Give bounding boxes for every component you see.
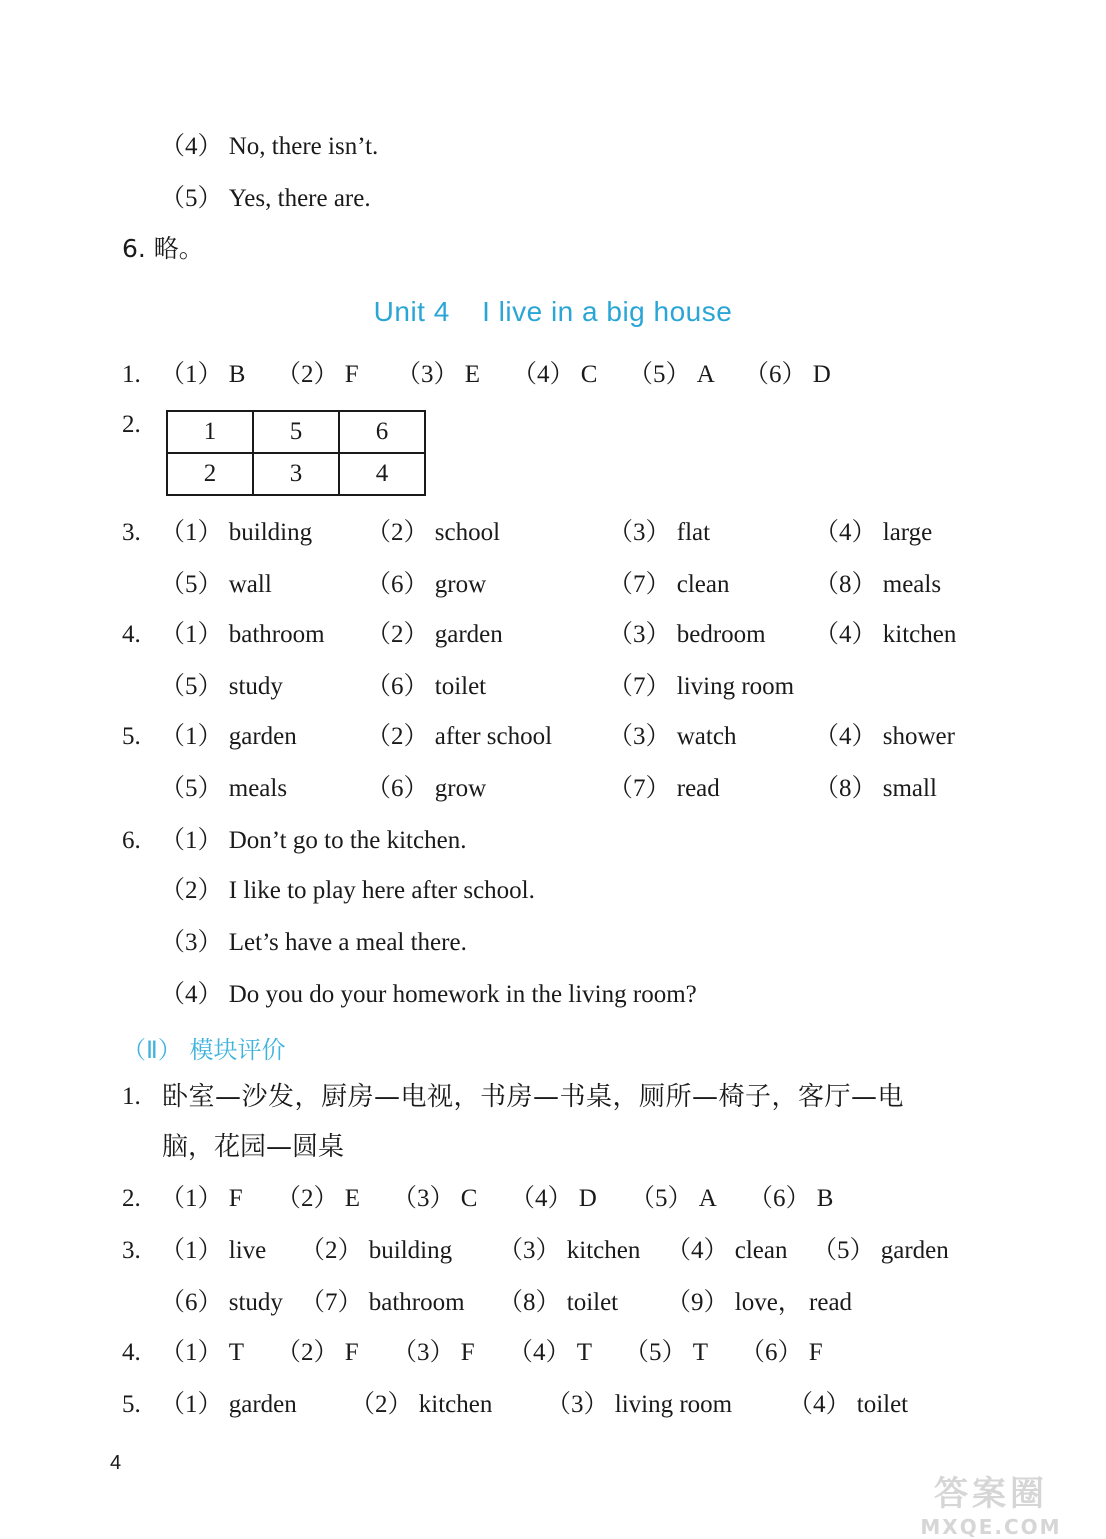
answer-item: （2） building [300,1237,453,1264]
answer-sentence: 卧室—沙发，厨房—电视，书房—书桌，厕所—椅子，客厅—电 [162,1082,905,1112]
answer-item: （4） large [814,519,933,546]
answer-item: （2） F [276,1339,359,1366]
answer-item: （8） small [814,775,937,802]
answer-item: （8） meals [814,571,942,598]
answer-item: （1） F [160,1185,243,1212]
answer-sentence: （1） Don’t go to the kitchen. [160,827,467,854]
table-cell: 4 [339,453,425,495]
answer-item: （7） read [608,775,720,802]
answer-item: （6） F [740,1339,823,1366]
answer-item: （3） kitchen [498,1237,641,1264]
answer-item: （3） living room [546,1391,733,1418]
question-number: 1. [122,361,141,388]
answer-item: （4） D [510,1185,597,1212]
answer-item: （4） C [512,361,598,388]
answer-item: （1） garden [160,1391,297,1418]
watermark-domain: MXQE.COM [920,1515,1062,1539]
answer-item: （6） D [744,361,831,388]
answer-sentence: 脑，花园—圆桌 [162,1132,345,1162]
answer-sentence: （2） I like to play here after school. [160,877,535,904]
answer-table [166,410,426,496]
answer-item: （5） A [628,361,715,388]
answer-item: （3） F [392,1339,475,1366]
answer-item: （7） living room [608,673,795,700]
watermark-text: 答案圈 [934,1474,1048,1514]
answer-item: （1） live [160,1237,267,1264]
table-cell: 5 [253,411,339,453]
watermark-logo [906,1466,1076,1539]
answer-item: （9） love， read [666,1289,853,1316]
answer-item: （5） T [624,1339,709,1366]
answer-item: （4） T [508,1339,593,1366]
answer-item: （2） kitchen [350,1391,493,1418]
answer-item: （5） wall [160,571,272,598]
answer-item: （1） building [160,519,313,546]
question-number: 4. [122,621,141,648]
answer-item: （2） garden [366,621,503,648]
answer-item: （1） B [160,361,246,388]
answer-item: （3） E [396,361,481,388]
table-cell: 3 [253,453,339,495]
answer-item: （3） watch [608,723,737,750]
answer-item: （6） grow [366,571,487,598]
question-number: 2. [122,1185,141,1212]
answer-item: （7） clean [608,571,730,598]
answer-line: （4） No, there isn’t. [160,133,379,160]
answer-line: （5） Yes, there are. [160,185,371,212]
question-number: 5. [122,1391,141,1418]
answer-item: （6） toilet [366,673,487,700]
answer-item: （8） toilet [498,1289,619,1316]
answer-item: （4） shower [814,723,955,750]
answer-item: （1） T [160,1339,245,1366]
answer-item: （5） garden [812,1237,949,1264]
question-number: 3. [122,519,141,546]
answer-item: （1） garden [160,723,297,750]
answer-item: （2） F [276,361,359,388]
table-row [167,453,425,495]
question-number: 5. [122,723,141,750]
answer-item: （6） study [160,1289,283,1316]
answer-item: （1） bathroom [160,621,325,648]
answer-item: （5） study [160,673,283,700]
answer-sentence: （3） Let’s have a meal there. [160,929,467,956]
unit-heading [0,296,1106,328]
table-cell: 6 [339,411,425,453]
page-number: 4 [110,1452,122,1474]
section-heading: （Ⅱ） 模块评价 [122,1036,286,1064]
question-number: 2. [122,411,141,438]
answer-item: （2） E [276,1185,361,1212]
answer-item: （4） clean [666,1237,788,1264]
answer-item: （3） bedroom [608,621,766,648]
question-number: 4. [122,1339,141,1366]
answer-item: （5） meals [160,775,288,802]
unit-title: I live in a big house [482,296,733,327]
answer-line: 6. 略。 [122,234,204,263]
answer-item: （3） C [392,1185,478,1212]
table-row [167,411,425,453]
table-cell: 2 [167,453,253,495]
answer-item: （6） B [748,1185,834,1212]
table-cell: 1 [167,411,253,453]
answer-item: （4） kitchen [814,621,957,648]
question-number: 1. [122,1083,141,1110]
unit-label: Unit 4 [373,296,450,327]
question-number: 6. [122,827,141,854]
answer-item: （7） bathroom [300,1289,465,1316]
answer-item: （5） A [630,1185,717,1212]
answer-sentence: （4） Do you do your homework in the living room? [160,981,697,1008]
answer-item: （6） grow [366,775,487,802]
answer-item: （2） after school [366,723,553,750]
answer-item: （3） flat [608,519,711,546]
question-number: 3. [122,1237,141,1264]
answer-item: （4） toilet [788,1391,909,1418]
answer-item: （2） school [366,519,501,546]
